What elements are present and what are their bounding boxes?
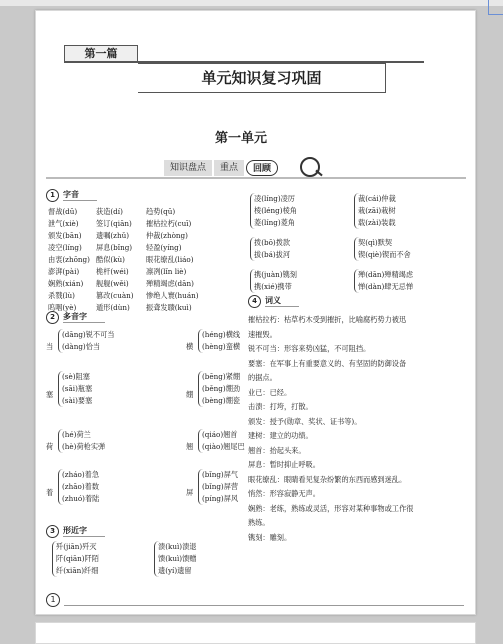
unit-title: 第一单元 — [214, 131, 267, 146]
duoyin-group — [198, 371, 240, 407]
xingjin-item: 馈(kuì)馈赠 — [158, 554, 197, 563]
ciyi-line: 的据点。 — [248, 373, 277, 382]
duoyin-char: 着 — [46, 488, 54, 497]
section-heading-xingjin — [46, 525, 105, 537]
ziyin-item: 桅杆(wéi) — [96, 267, 129, 276]
pian-label: 第一篇 — [64, 45, 138, 63]
duoyin-item: (bēng)紧绷 — [202, 372, 241, 381]
xingjin-group — [250, 237, 290, 261]
section-heading-ziyin — [46, 189, 97, 201]
ciyi-line: 颁发：授予(勋章、奖状、证书等)。 — [248, 416, 362, 426]
footer-rule — [64, 605, 464, 606]
next-page-edge — [35, 622, 476, 644]
ciyi-list — [248, 313, 463, 545]
xingjin-item: 拨(bō)拨款 — [254, 238, 291, 247]
duoyin-group — [58, 469, 99, 505]
section-label: 词义 — [265, 295, 299, 307]
xingjin-group — [250, 269, 297, 293]
xingjin-item: 凌(líng)凌厉 — [254, 194, 295, 203]
tab-strip — [164, 160, 280, 176]
duoyin-group — [198, 429, 245, 453]
ziyin-item: 呜咽(yè) — [48, 303, 77, 312]
xingjin-item: 纤(xiān)纤细 — [56, 566, 99, 575]
ziyin-item: 凌空(líng) — [48, 243, 82, 252]
duoyin-char: 当 — [46, 342, 54, 351]
ciyi-line: 要塞：在军事上有重要意义的、有坚固的防御设备 — [248, 358, 407, 368]
xingjin-item: 裁(cái)仲裁 — [358, 194, 396, 203]
duoyin-item: (píng)屏风 — [202, 494, 239, 503]
magnifier-icon — [300, 157, 320, 177]
duoyin-char: 翘 — [186, 442, 194, 451]
duoyin-item: (bǐng)屏营 — [202, 482, 239, 491]
ziyin-item: 篡改(cuàn) — [96, 291, 134, 300]
duoyin-item: (bèng)绷瓷 — [202, 396, 241, 405]
ziyin-item: 颁发(bān) — [48, 231, 82, 240]
duoyin-item: (hèng)蛮横 — [202, 342, 241, 351]
viewer-top-bar — [0, 0, 503, 6]
section-label: 字音 — [63, 189, 97, 201]
tab-key-points[interactable]: 重点 — [214, 160, 244, 176]
xingjin-group — [250, 193, 297, 229]
page-number: 1 — [46, 593, 60, 607]
ziyin-item: 轻盈(yíng) — [146, 243, 182, 252]
ciyi-line: 锐不可当：形容来势凶猛，不可阻挡。 — [248, 344, 371, 353]
xingjin-group — [52, 541, 99, 577]
ziyin-item: 屏息(bǐng) — [96, 243, 133, 252]
ziyin-item: 杀戮(lù) — [48, 291, 75, 300]
xingjin-item: 携(juàn)镌刻 — [254, 270, 297, 279]
duoyin-group — [198, 469, 238, 505]
ziyin-item: 澎湃(pài) — [48, 267, 80, 276]
tab-rule — [46, 177, 466, 179]
section-number: 2 — [46, 311, 59, 324]
xingjin-group — [354, 237, 411, 261]
ziyin-item: 督战(dū) — [48, 207, 78, 216]
ziyin-item: 签订(qiān) — [96, 219, 132, 228]
xingjin-item: 载(zài)装载 — [358, 218, 396, 227]
ziyin-list — [48, 206, 226, 314]
xingjin-item: 菱(líng)菱角 — [254, 218, 295, 227]
ciyi-line: 屏息：暂时抑止呼吸。 — [248, 460, 320, 469]
duoyin-item: (qiào)翘尾巴 — [202, 442, 245, 451]
tab-knowledge[interactable]: 知识盘点 — [164, 160, 212, 176]
xingjin-group — [354, 269, 413, 293]
corner-marker — [488, 0, 503, 15]
xingjin-group — [154, 541, 196, 577]
xingjin-item: 阡(qiān)阡陌 — [56, 554, 99, 563]
duoyin-item: (hé)荷兰 — [62, 430, 91, 439]
section-number: 4 — [248, 295, 261, 308]
duoyin-item: (qiáo)翘首 — [202, 430, 238, 439]
ciyi-line: 眼花缭乱：眼睛看见复杂纷繁的东西而感到迷乱。 — [248, 474, 407, 484]
section-label: 形近字 — [63, 525, 105, 537]
duoyin-group — [58, 371, 92, 407]
ciyi-line: 建树：建立的功绩。 — [248, 431, 313, 440]
tab-review[interactable]: 回顾 — [246, 160, 278, 176]
xingjin-item: 棱(léng)棱角 — [254, 206, 297, 215]
xingjin-item: 殚(dān)殚精竭虑 — [358, 270, 414, 279]
ciyi-line: 速摧毁。 — [248, 329, 277, 339]
duoyin-item: (sāi)瓶塞 — [62, 384, 93, 393]
duoyin-group — [198, 329, 240, 353]
ciyi-line: 悄然：形容寂静无声。 — [248, 489, 320, 498]
ziyin-item: 惨绝人寰(huán) — [146, 291, 199, 300]
ziyin-item: 泄气(xiè) — [48, 219, 79, 228]
main-title: 单元知识复习巩固 — [138, 63, 386, 93]
ciyi-line: 翘首：抬起头来。 — [248, 445, 306, 455]
xingjin-item: 溃(kuì)溃退 — [158, 542, 197, 551]
section-number: 3 — [46, 525, 59, 538]
ziyin-item: 遁形(dùn) — [96, 303, 130, 312]
duoyin-char: 荷 — [46, 442, 54, 451]
duoyin-item: (sè)阻塞 — [62, 372, 90, 381]
duoyin-item: (sài)要塞 — [62, 396, 93, 405]
duoyin-group — [58, 329, 114, 353]
ziyin-item: 凛冽(lǐn liè) — [146, 267, 187, 276]
ciyi-line: 娴熟：老练，熟练或灵活，形容对某种事物或工作很 — [248, 503, 414, 513]
xingjin-item: 拔(bá)拔河 — [254, 250, 291, 259]
section-label: 多音字 — [63, 311, 105, 323]
duoyin-char: 绷 — [186, 390, 194, 399]
ziyin-item: 娴熟(xián) — [48, 279, 84, 288]
ziyin-item: 遗嘱(zhǔ) — [96, 231, 130, 240]
xingjin-item: 惮(dàn)肆无忌惮 — [358, 282, 414, 291]
ciyi-line: 镌刻：雕刻。 — [248, 532, 292, 542]
ziyin-item: 由衷(zhōng) — [48, 255, 90, 264]
duoyin-item: (zhuó)着陆 — [62, 494, 100, 503]
ziyin-item: 仲裁(zhòng) — [146, 231, 188, 240]
ziyin-item: 获造(dí) — [96, 207, 123, 216]
xingjin-item: 歼(jiān)歼灭 — [56, 542, 97, 551]
ziyin-item: 酷似(kù) — [96, 255, 125, 264]
duoyin-item: (hè)荷枪实弹 — [62, 442, 106, 451]
duoyin-item: (bǐng)屏气 — [202, 470, 239, 479]
xingjin-item: 锲(qiè)锲而不舍 — [358, 250, 411, 259]
duoyin-item: (dāng)锐不可当 — [62, 330, 115, 339]
duoyin-item: (běng)绷劲 — [202, 384, 241, 393]
ciyi-line: 摧枯拉朽：枯草朽木受到摧折，比喻腐朽势力被迅 — [248, 315, 407, 324]
duoyin-char: 横 — [186, 342, 194, 351]
xingjin-item: 栽(zāi)栽树 — [358, 206, 396, 215]
ciyi-line: 熟练。 — [248, 518, 270, 527]
xingjin-group — [354, 193, 396, 229]
xingjin-item: 携(xié)携带 — [254, 282, 292, 291]
section-number: 1 — [46, 189, 59, 202]
document-page — [35, 10, 476, 615]
duoyin-item: (zhāo)着数 — [62, 482, 100, 491]
ziyin-item: 殚精竭虑(dān) — [146, 279, 194, 288]
ciyi-line: 业已：已经。 — [248, 387, 292, 397]
ziyin-item: 趋势(qū) — [146, 207, 176, 216]
duoyin-char: 塞 — [46, 390, 54, 399]
duoyin-group — [58, 429, 105, 453]
xingjin-item: 遗(yí)遗留 — [158, 566, 192, 575]
duoyin-item: (zháo)着急 — [62, 470, 100, 479]
section-heading-ciyi — [248, 295, 299, 307]
duoyin-item: (dàng)恰当 — [62, 342, 101, 351]
duoyin-item: (héng)横线 — [202, 330, 241, 339]
duoyin-char: 屏 — [186, 488, 194, 497]
ziyin-item: 振聋发聩(kuì) — [146, 303, 192, 312]
ciyi-line: 击溃：打垮，打散。 — [248, 402, 313, 411]
section-heading-duoyin — [46, 311, 105, 323]
xingjin-item: 契(qì)默契 — [358, 238, 393, 247]
ziyin-item: 眼花缭乱(liáo) — [146, 255, 194, 264]
ziyin-item: 摧枯拉朽(cuī) — [146, 219, 192, 228]
ziyin-item: 舰舰(wěi) — [96, 279, 129, 288]
